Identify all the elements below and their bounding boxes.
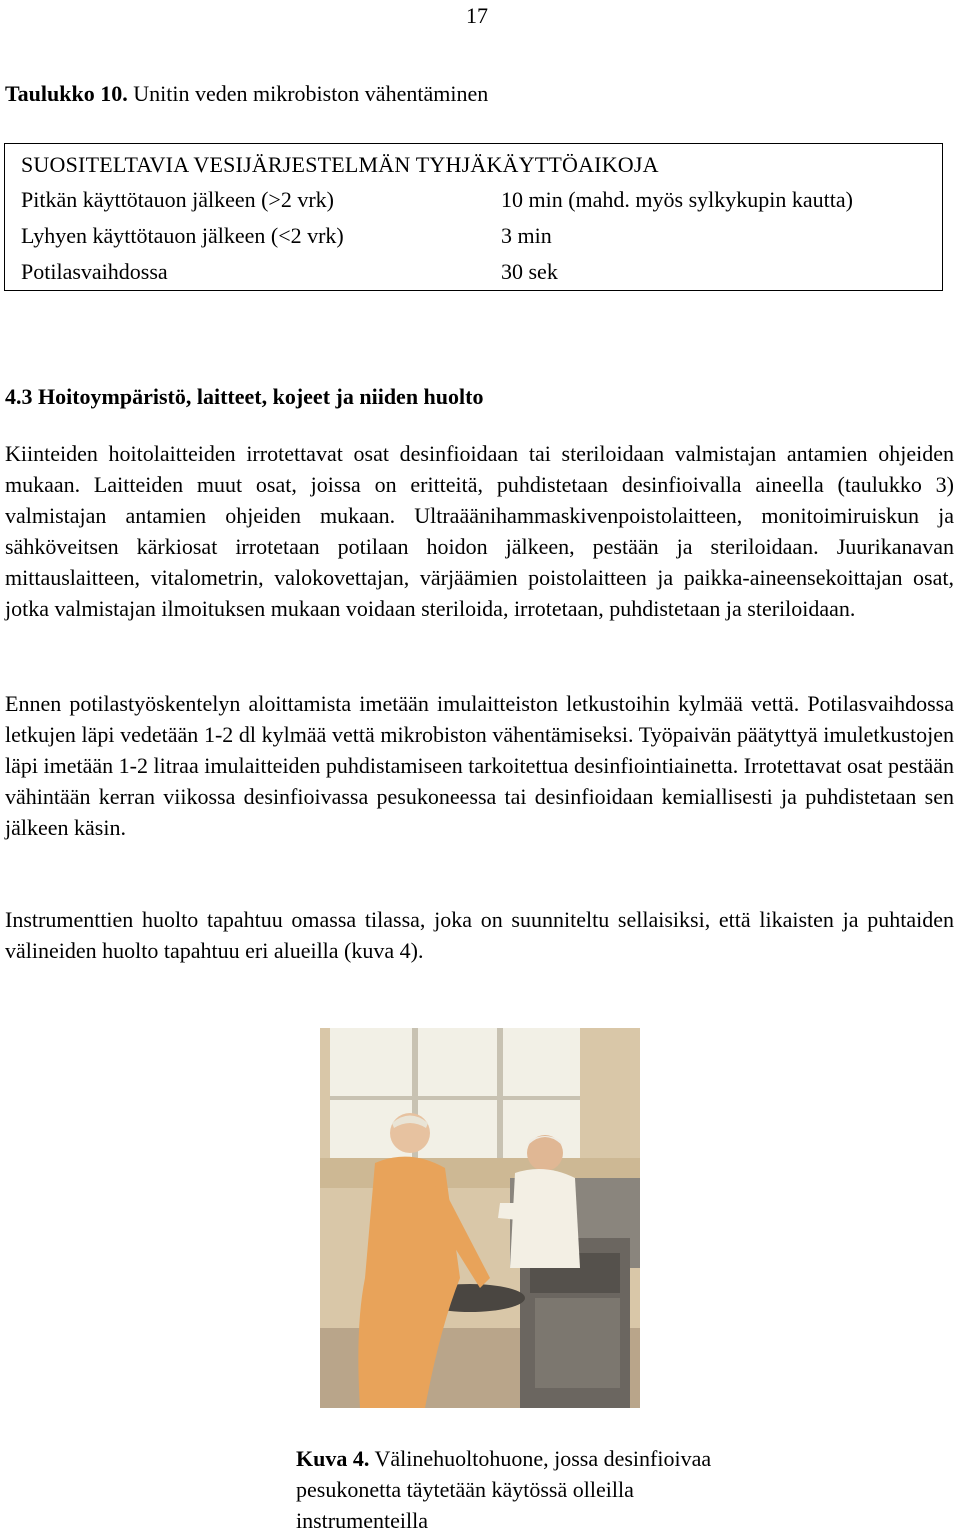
body-paragraph: Kiinteiden hoitolaitteiden irrotettavat osat desinfioidaan tai steriloidaan valmistajan antamien ohjeiden mukaan. Laitteiden muut osat, joissa on eritteitä, puhdistetaan desinfioivalla aineella (taulukko 3) valmistajan antamien ohjeiden mukaan. Ultraäänihammaskivenpoistolaitteen, monitoimiruiskun ja sähköveitsen kärkiosat irrotetaan potilaan hoidon jälkeen, pestään ja steriloidaan. Juurikanavan mittauslaitteen, vitalometrin, valokovettajan, värjäämien poistolaitteen ja paikka-aineensekoittajan osat, jotka valmistajan ilmoituksen mukaan voidaan steriloida, irrotetaan, puhdistetaan ja steriloidaan.	[5, 441, 954, 621]
table-row	[21, 220, 552, 251]
figure-caption	[296, 1443, 716, 1536]
table-caption	[5, 78, 488, 109]
page-number: 17	[466, 3, 488, 28]
body-paragraph: Ennen potilastyöskentelyn aloittamista imetään imulaitteiston letkustoihin kylmää vettä. Potilasvaihdossa letkujen läpi vedetään 1-2 dl kylmää vettä mikrobiston vähentämiseksi. Työpaivän päätyttyä imuletkustojen läpi imetään 1-2 litraa imulaitteiden puhdistamiseen tarkoitettua desinfiointiainetta. Irrotettavat osat pestään vähintään kerran viikossa desinfioivassa pesukoneessa tai desinfioidaan kemiallisesti ja puhdistetaan sen jälkeen käsin.	[5, 691, 954, 840]
section-heading: 4.3 Hoitoympäristö, laitteet, kojeet ja niiden huolto	[5, 384, 484, 409]
table-row	[21, 184, 853, 215]
figure-caption-text: Välinehuoltohuone, jossa desinfioivaa pesukonetta täytetään käytössä olleilla instrumenteilla	[296, 1446, 712, 1533]
row-situation: Lyhyen käyttötauon jälkeen (<2 vrk)	[21, 223, 344, 248]
table-header: SUOSITELTAVIA VESIJÄRJESTELMÄN TYHJÄKÄYTTÖAIKOJA	[21, 152, 659, 177]
figure-label: Kuva 4.	[296, 1446, 370, 1471]
table-caption-text: Unitin veden mikrobiston vähentäminen	[127, 81, 489, 106]
water-flush-table	[4, 143, 943, 291]
body-paragraph: Instrumenttien huolto tapahtuu omassa tilassa, joka on suunniteltu sellaisiksi, että likaisten ja puhtaiden välineiden huolto tapahtuu eri alueilla (kuva 4).	[5, 907, 954, 963]
instrument-room-photo	[320, 1028, 640, 1408]
row-duration: 10 min (mahd. myös sylkykupin kautta)	[501, 187, 853, 212]
row-situation: Pitkän käyttötauon jälkeen (>2 vrk)	[21, 187, 334, 212]
table-row	[21, 256, 558, 287]
row-duration: 3 min	[501, 223, 552, 248]
table-caption-label: Taulukko 10.	[5, 81, 128, 106]
row-duration: 30 sek	[501, 259, 558, 284]
row-situation: Potilasvaihdossa	[21, 259, 168, 284]
